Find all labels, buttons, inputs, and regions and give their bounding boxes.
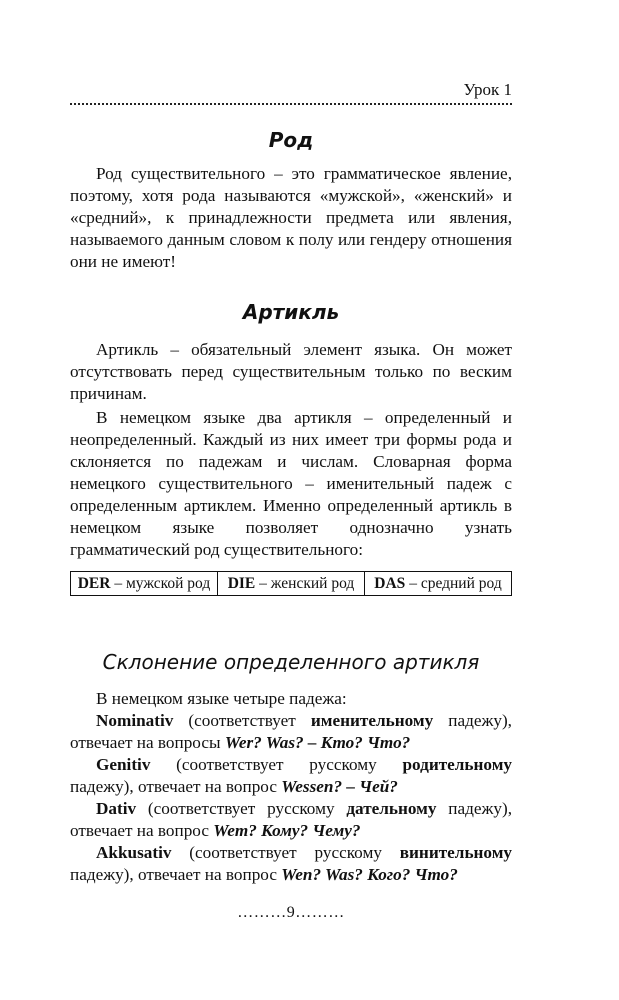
page-number: ………9………: [237, 904, 345, 921]
case-text: (соответствует русскому: [171, 843, 400, 862]
paragraph-artikel-1: Артикль – обязательный элемент языка. Он может отсутствовать перед существительным только по веским причинам.: [70, 340, 512, 403]
case-text: падежу), отвечает на вопросы: [70, 711, 512, 752]
case-genitiv: [70, 754, 512, 798]
case-dativ: [70, 798, 512, 842]
case-name: Akkusativ: [96, 843, 172, 862]
table-row: [71, 572, 512, 596]
case-questions: Wen? Was? Кого? Что?: [281, 865, 458, 884]
case-questions: Wessen? – Чей?: [281, 777, 398, 796]
case-name: Dativ: [96, 799, 137, 818]
case-ru: винительному: [399, 843, 512, 862]
case-ru: дательному: [346, 799, 437, 818]
gender-articles-table: [70, 571, 512, 596]
paragraph-rod: Род существительного – это грамматическое явление, поэтому, хотя рода называются «мужской», «женский» и «средний», к принадлежности предмета или явления, называемого данным словом к полу или гендеру отношения они не имеют!: [70, 164, 512, 271]
running-head: Урок 1: [463, 80, 512, 99]
case-ru: именительному: [310, 711, 434, 730]
case-text: (соответствует русскому: [150, 755, 403, 774]
case-akkusativ: [70, 842, 512, 886]
gender-desc: – средний род: [405, 575, 502, 592]
article-das: DAS: [374, 575, 406, 592]
case-ru: родительному: [402, 755, 512, 774]
case-text: (соответствует: [173, 711, 311, 730]
section-title-artikel: Артикль: [242, 300, 340, 324]
section-title-declension: Склонение определенного артикля: [102, 650, 480, 674]
case-questions: Wem? Кому? Чему?: [213, 821, 361, 840]
case-text: падежу), отвечает на вопрос: [70, 799, 512, 840]
case-name: Genitiv: [96, 755, 151, 774]
article-die: DIE: [227, 575, 256, 592]
dotted-divider: [70, 103, 512, 105]
case-name: Nominativ: [96, 711, 174, 730]
declension-body: [70, 688, 512, 886]
table-cell-die: [218, 572, 365, 596]
section-title-rod: Род: [268, 128, 314, 152]
gender-desc: – мужской род: [110, 575, 211, 592]
case-text: падежу), отвечает на вопрос: [70, 777, 282, 796]
table-cell-der: [71, 572, 218, 596]
case-nominativ: [70, 710, 512, 754]
table-cell-das: [365, 572, 512, 596]
case-questions: Wer? Was? – Кто? Что?: [224, 733, 411, 752]
case-text: (соответствует русскому: [136, 799, 347, 818]
article-der: DER: [77, 575, 111, 592]
gender-desc: – женский род: [255, 575, 355, 592]
paragraph-artikel-2: В немецком языке два артикля – определенный и неопределенный. Каждый из них имеет три формы рода и склоняется по падежам и числам. Словарная форма немецкого существительного – именительный падеж с определенным артиклем. Именно определенный артикль в немецком языке позволяет однозначно узнать грамматический род существительного:: [70, 408, 512, 559]
case-text: падежу), отвечает на вопрос: [70, 865, 282, 884]
declension-intro: В немецком языке четыре падежа:: [96, 689, 347, 708]
